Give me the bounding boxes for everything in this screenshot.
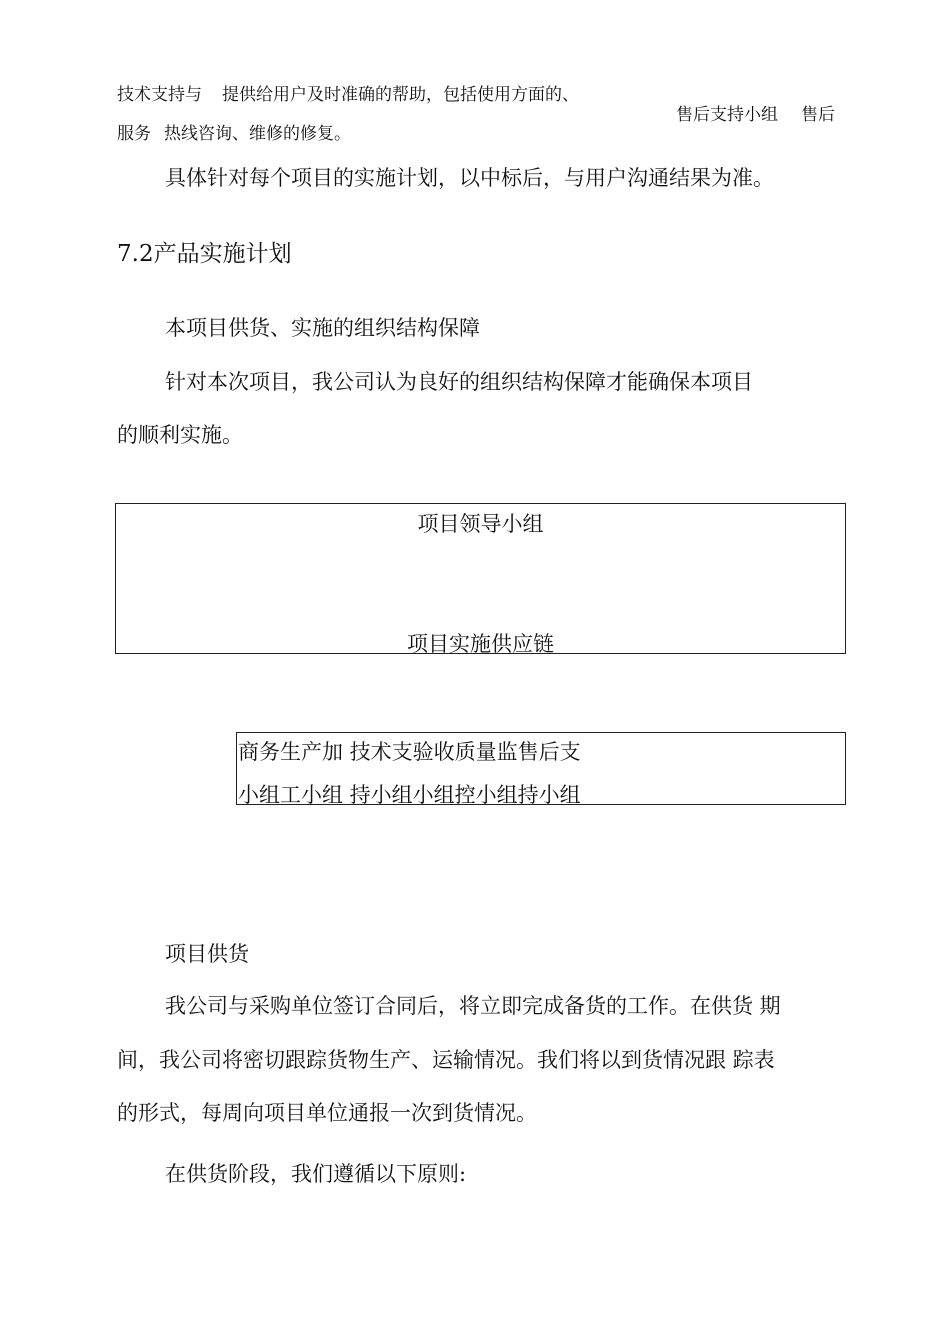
section-heading: 7.2产品实施计划 [117, 241, 292, 267]
supply-paragraph-line: 的形式，每周向项目单位通报一次到货情况。 [117, 1101, 537, 1125]
supply-paragraph-line: 我公司与采购单位签订合同后，将立即完成备货的工作。在供货 期 [165, 994, 781, 1018]
table-cell-service-type: 技术支持与 [117, 85, 202, 105]
org-chart-groups-box [236, 732, 846, 805]
org-chart-supply-chain-label: 项目实施供应链 [407, 632, 554, 656]
plan-note-paragraph: 具体针对每个项目的实施计划，以中标后，与用户沟通结果为准。 [165, 166, 774, 190]
org-chart-leadership-box [115, 503, 846, 654]
table-cell-service-desc-cont: 热线咨询、维修的修复。 [164, 124, 351, 144]
org-chart-leadership-label: 项目领导小组 [417, 512, 544, 536]
table-cell-after-sales: 售后 [801, 105, 835, 125]
table-cell-service-desc: 提供给用户及时准确的帮助，包括使用方面的、 [222, 85, 579, 105]
org-paragraph-line: 的顺利实施。 [117, 423, 243, 447]
org-chart-groups-line: 小组工小组 持小组小组控小组持小组 [238, 783, 581, 807]
supply-heading: 项目供货 [165, 942, 249, 966]
principles-line: 在供货阶段，我们遵循以下原则: [165, 1162, 467, 1186]
org-structure-heading: 本项目供货、实施的组织结构保障 [165, 316, 480, 340]
org-paragraph-line: 针对本次项目，我公司认为良好的组织结构保障才能确保本项目 [165, 370, 753, 394]
table-cell-responsible-group: 售后支持小组 [676, 105, 778, 125]
org-chart-groups-line: 商务生产加 技术支验收质量监售后支 [238, 740, 581, 764]
supply-paragraph-line: 间，我公司将密切跟踪货物生产、运输情况。我们将以到货情况跟 踪表 [117, 1048, 775, 1072]
table-cell-service-type-cont: 服务 [117, 124, 151, 144]
